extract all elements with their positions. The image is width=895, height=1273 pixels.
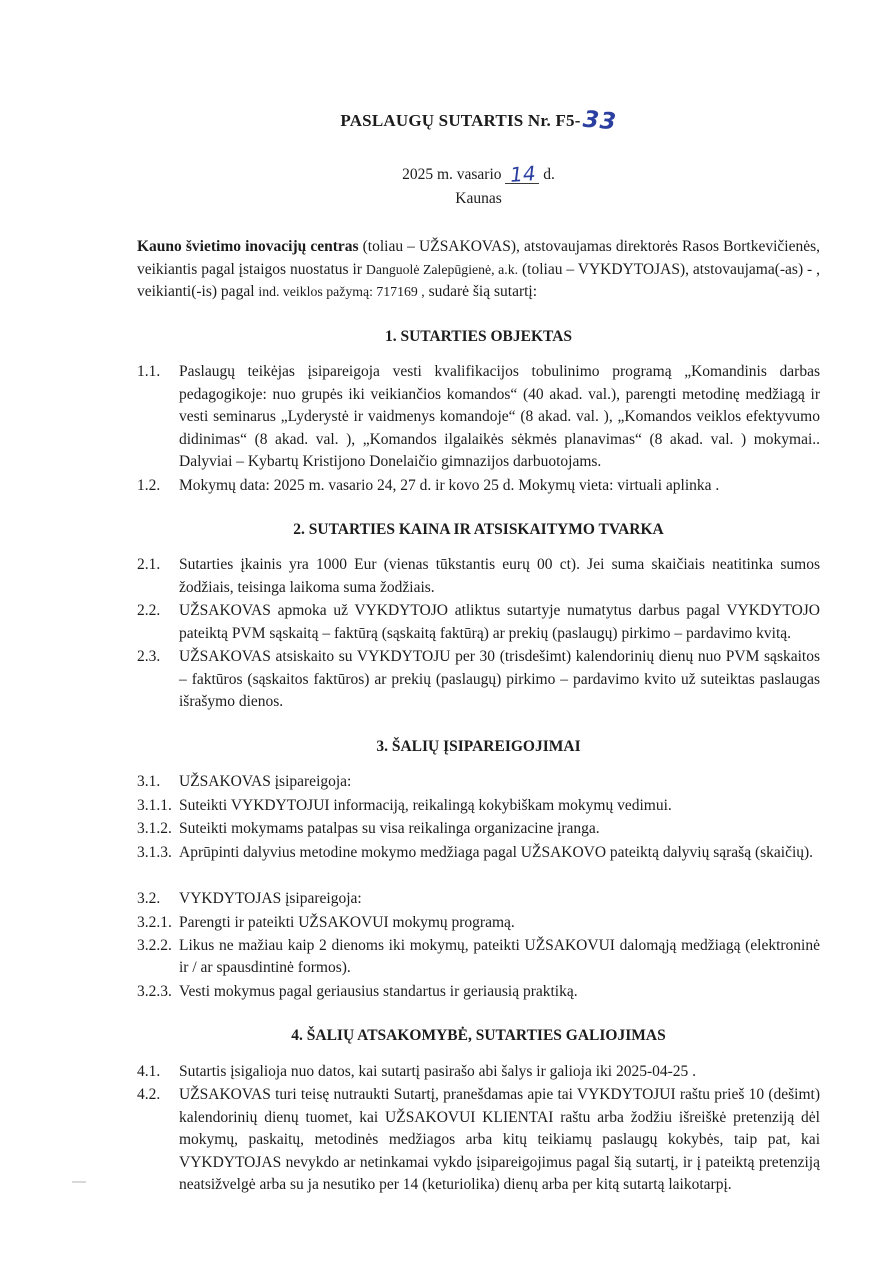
item-number: 3.1.2.: [137, 820, 172, 838]
contract-item-3-2-1: [137, 912, 820, 934]
item-number: 3.2.2.: [137, 937, 172, 954]
item-number: 1.1.: [137, 363, 161, 381]
item-number: 3.2.3.: [137, 982, 172, 1000]
item-text: Suteikti VYKDYTOJUI informaciją, reikalingą kokybiškam mokymų vedimui.: [179, 796, 672, 814]
preamble-paragraph: [137, 236, 820, 303]
date-day-handwritten: 14: [509, 161, 537, 188]
contractor-name: Danguolė Zalepūgienė, a.k.: [365, 261, 519, 277]
preamble-part2: (toliau – UŽSAKOVAS), atstovaujamas direktorės Rasos Bortkevičienės, veikiantis pagal įstaigos nuostatus ir: [137, 238, 820, 278]
contract-item-3-1-3: [137, 842, 820, 864]
date-day-blank: [505, 161, 539, 188]
contract-item-3-2: [137, 888, 820, 910]
contract-item-2-1: [137, 554, 820, 599]
contract-item-4-1: [137, 1061, 820, 1083]
item-number: 2.3.: [137, 648, 161, 666]
activity-permit-number: ind. veiklos pažymą: 717169 ,: [258, 284, 425, 300]
date-suffix: d.: [543, 166, 555, 184]
contract-item-3-1: [137, 771, 820, 793]
contract-item-3-2-2: [137, 935, 820, 980]
item-number: 3.1.3.: [137, 843, 172, 861]
item-text: Sutarties įkainis yra 1000 Eur (vienas tūkstantis eurų 00 ct). Jei suma skaičiais neatitinka sumos žodžiais, teisinga laikoma suma žodžiais.: [179, 556, 820, 596]
item-text: Paslaugų teikėjas įsipareigoja vesti kvalifikacijos tobulinimo programą „Komandinis darbas pedagogikoje: nuo grupės iki veikiančios komandos“ (40 akad. val.), parengti metodinę medžiagą ir vesti seminarus „Lyderystė ir vaidmenys komandoje“ (8 akad. val. ), „Komandos veiklos efektyvumo didinimas“ (8 akad. val. ), „Komandos ilgalaikės sėkmės planavimas“ (8 akad. val. ) mokymai.. Dalyviai – Kybartų Kristijono Donelaičio gimnazijos darbuotojams.: [179, 363, 820, 471]
contract-number-handwritten: 33: [581, 106, 618, 136]
document-title: [137, 103, 820, 136]
customer-org-name: Kauno švietimo inovacijų centras: [137, 238, 359, 256]
item-text: Sutartis įsigalioja nuo datos, kai sutartį pasirašo abi šalys ir galioja iki 2025-04-25 .: [179, 1062, 697, 1080]
document-title-text: PASLAUGŲ SUTARTIS Nr. F5-: [340, 111, 581, 130]
contract-item-3-1-1: [137, 795, 820, 817]
item-text: Mokymų data: 2025 m. vasario 24, 27 d. ir kovo 25 d. Mokymų vieta: virtuali aplinka .: [179, 476, 720, 494]
preamble-part6: sudarė šią sutartį:: [424, 283, 538, 301]
contract-item-4-2: [137, 1084, 820, 1196]
item-text: UŽSAKOVAS įsipareigoja:: [179, 773, 352, 791]
item-text: UŽSAKOVAS turi teisę nutraukti Sutartį, pranešdamas apie tai VYKDYTOJUI raštu prieš 10 (dešimt) kalendorinių dienų tuomet, kai UŽSAKOVUI KLIENTAI raštu arba žodžiu išreiškė pretenziją dėl mokymų, paskaitų, metodinės medžiagos arba kitų teikiamų paslaugų kokybės, taip pat, kai VYKDYTOJAS nevykdo ar netinkamai vykdo įsipareigojimus pagal šią sutartį, ir į pateiktą pretenziją neatsižvelgė arba su ja nesutiko per 14 (keturiolika) dienų arba per kitą sutartą laikotarpį.: [179, 1086, 820, 1194]
item-text: Vesti mokymus pagal geriausius standartus ir geriausią praktiką.: [179, 982, 578, 1000]
item-text: Aprūpinti dalyvius metodine mokymo medžiaga pagal UŽSAKOVO pateiktą dalyvių sąrašą (skaičių).: [179, 843, 814, 861]
item-number: 2.2.: [137, 602, 161, 620]
date-line: [137, 162, 820, 186]
contract-item-3-2-3: [137, 981, 820, 1003]
item-number: 1.2.: [137, 476, 161, 494]
item-number: 3.2.: [137, 890, 161, 908]
item-text: VYKDYTOJAS įsipareigoja:: [179, 890, 362, 908]
date-prefix: 2025 m. vasario: [402, 166, 502, 184]
city-line: Kaunas: [455, 189, 502, 207]
preamble-part4: (toliau – VYKDYTOJAS), atstovaujama(-as) - , veikianti(-is) pagal: [137, 260, 820, 301]
item-text: UŽSAKOVAS atsiskaito su VYKDYTOJU per 30 (trisdešimt) kalendorinių dienų nuo PVM sąskaitos – faktūros (sąskaitos faktūros) ar prekių (paslaugų) pirkimo – pardavimo kvito už suteiktas paslaugas išrašymo dienos.: [179, 648, 820, 711]
section-2-heading: 2. SUTARTIES KAINA IR ATSISKAITYMO TVARKA: [293, 520, 664, 538]
item-number: 3.2.1.: [137, 913, 172, 931]
item-number: 4.1.: [137, 1062, 161, 1080]
item-text: UŽSAKOVAS apmoka už VYKDYTOJO atliktus sutartyje numatytus darbus pagal VYKDYTOJO pateiktą PVM sąskaitą – faktūrą (sąskaitą faktūrą) ar prekių (paslaugų) pirkimo – pardavimo kvitą.: [179, 602, 820, 642]
section-4-heading: 4. ŠALIŲ ATSAKOMYBĖ, SUTARTIES GALIOJIMAS: [291, 1027, 666, 1045]
contract-item-2-3: [137, 646, 820, 713]
contract-item-1-1: [137, 361, 820, 473]
item-text: Suteikti mokymams patalpas su visa reikalinga organizacine įranga.: [179, 820, 600, 838]
item-number: 3.1.: [137, 773, 161, 791]
section-1-heading: 1. SUTARTIES OBJEKTAS: [384, 327, 573, 345]
item-text: Likus ne mažiau kaip 2 dienoms iki mokymų, pateikti UŽSAKOVUI dalomąją medžiagą (elektroninė ir / ar spausdintinė formos).: [179, 937, 820, 977]
contract-item-3-1-2: [137, 818, 820, 840]
scan-artifact: [72, 1181, 86, 1183]
item-number: 4.2.: [137, 1086, 161, 1104]
contract-item-1-2: [137, 475, 820, 497]
section-3-heading: 3. ŠALIŲ ĮSIPAREIGOJIMAI: [376, 737, 581, 755]
item-number: 3.1.1.: [137, 796, 172, 814]
item-number: 2.1.: [137, 556, 161, 574]
item-text: Parengti ir pateikti UŽSAKOVUI mokymų programą.: [179, 913, 515, 931]
contract-item-2-2: [137, 600, 820, 645]
